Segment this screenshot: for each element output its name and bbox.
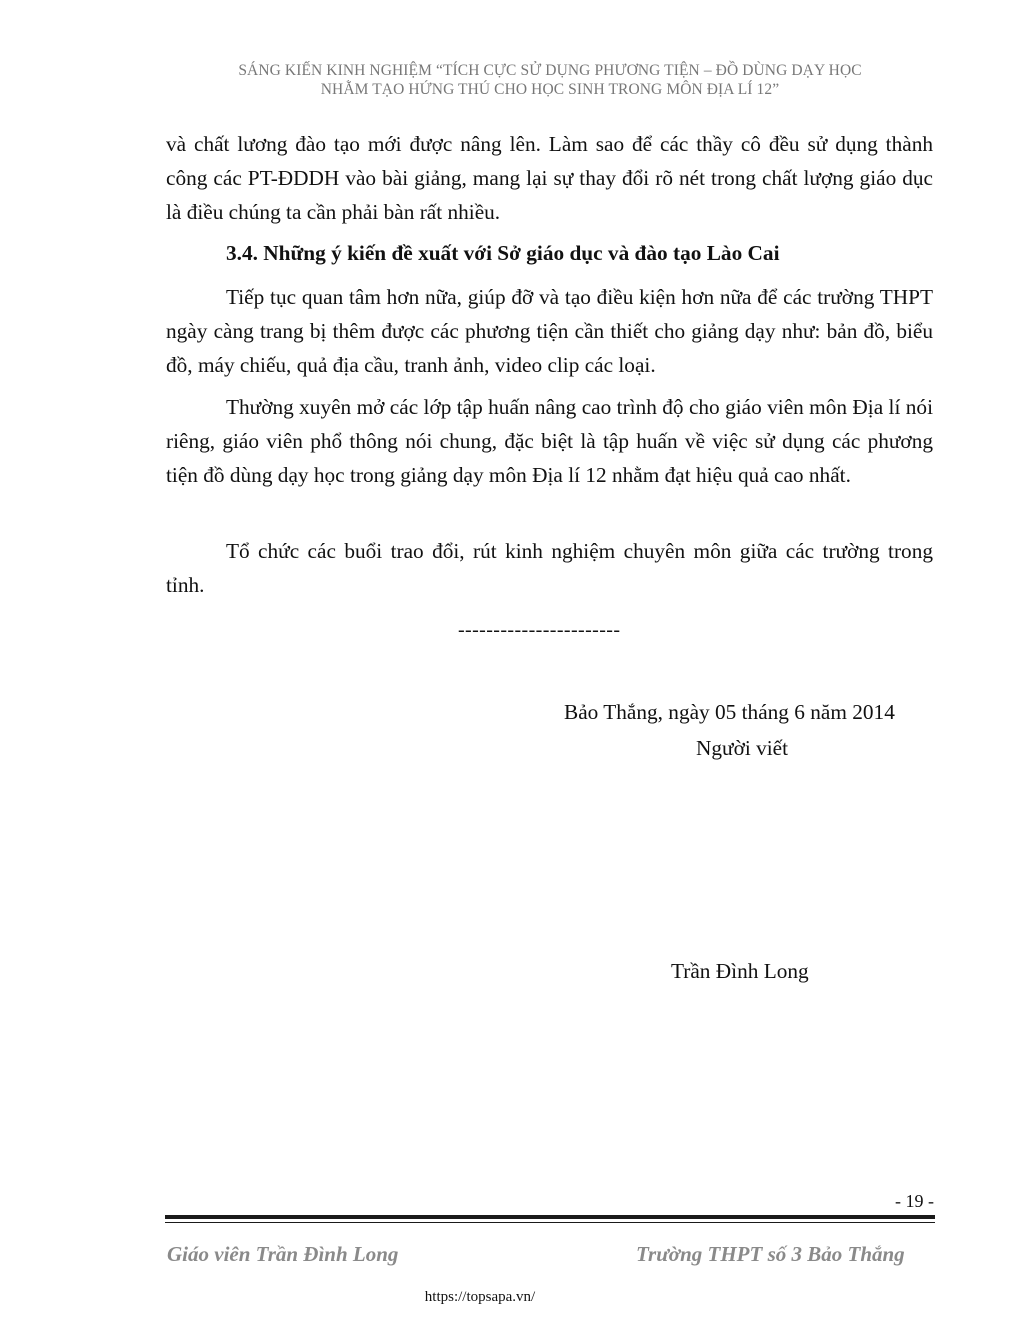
paragraph-1: Tiếp tục quan tâm hơn nữa, giúp đỡ và tạo điều kiện hơn nữa để các trường THPT ngày càng trang bị thêm được các phương tiện cần thiết cho giảng dạy như: bản đồ, biểu đồ, máy chiếu, quả địa cầu, tranh ảnh, video clip các loại. (166, 285, 933, 377)
continued-paragraph-block (166, 127, 933, 229)
signature-role: Người viết (696, 736, 789, 760)
signature-name: Trần Đình Long (671, 959, 809, 983)
signature-place-date: Bảo Thắng, ngày 05 tháng 6 năm 2014 (564, 700, 895, 724)
paragraph-2-block (166, 390, 933, 492)
paragraph-1-block (166, 280, 933, 382)
page-header (120, 61, 980, 99)
footer-school: Trường THPT số 3 Bảo Thắng (636, 1242, 905, 1266)
section-separator: ----------------------- (458, 619, 621, 641)
continued-paragraph: và chất lương đào tạo mới được nâng lên. Làm sao để các thầy cô đều sử dụng thành công các PT-ĐDDH vào bài giảng, mang lại sự thay đổi rõ nét trong chất lượng giáo dục là điều chúng ta cần phải bàn rất nhiều. (166, 132, 933, 224)
paragraph-2: Thường xuyên mở các lớp tập huấn nâng cao trình độ cho giáo viên môn Địa lí nói riêng, giáo viên phổ thông nói chung, đặc biệt là tập huấn về việc sử dụng các phương tiện đồ dùng dạy học trong giảng dạy môn Địa lí 12 nhằm đạt hiệu quả cao nhất. (166, 395, 933, 487)
footer-teacher: Giáo viên Trần Đình Long (167, 1242, 399, 1266)
footer-rule-thin (165, 1222, 935, 1223)
footer-rule-thick (165, 1215, 935, 1219)
source-url: https://topsapa.vn/ (424, 1289, 536, 1305)
paragraph-3-block (166, 534, 933, 602)
page-number: - 19 - (895, 1191, 934, 1211)
header-line-1: SÁNG KIẾN KINH NGHIỆM “TÍCH CỰC SỬ DỤNG PHƯƠNG TIỆN – ĐỒ DÙNG DẠY HỌC (238, 62, 862, 79)
paragraph-3: Tổ chức các buổi trao đổi, rút kinh nghiệm chuyên môn giữa các trường trong tỉnh. (166, 539, 933, 597)
header-line-2: NHẰM TẠO HỨNG THÚ CHO HỌC SINH TRONG MÔN ĐỊA LÍ 12” (320, 81, 780, 98)
section-heading: 3.4. Những ý kiến đề xuất với Sở giáo dục và đào tạo Lào Cai (226, 241, 780, 265)
